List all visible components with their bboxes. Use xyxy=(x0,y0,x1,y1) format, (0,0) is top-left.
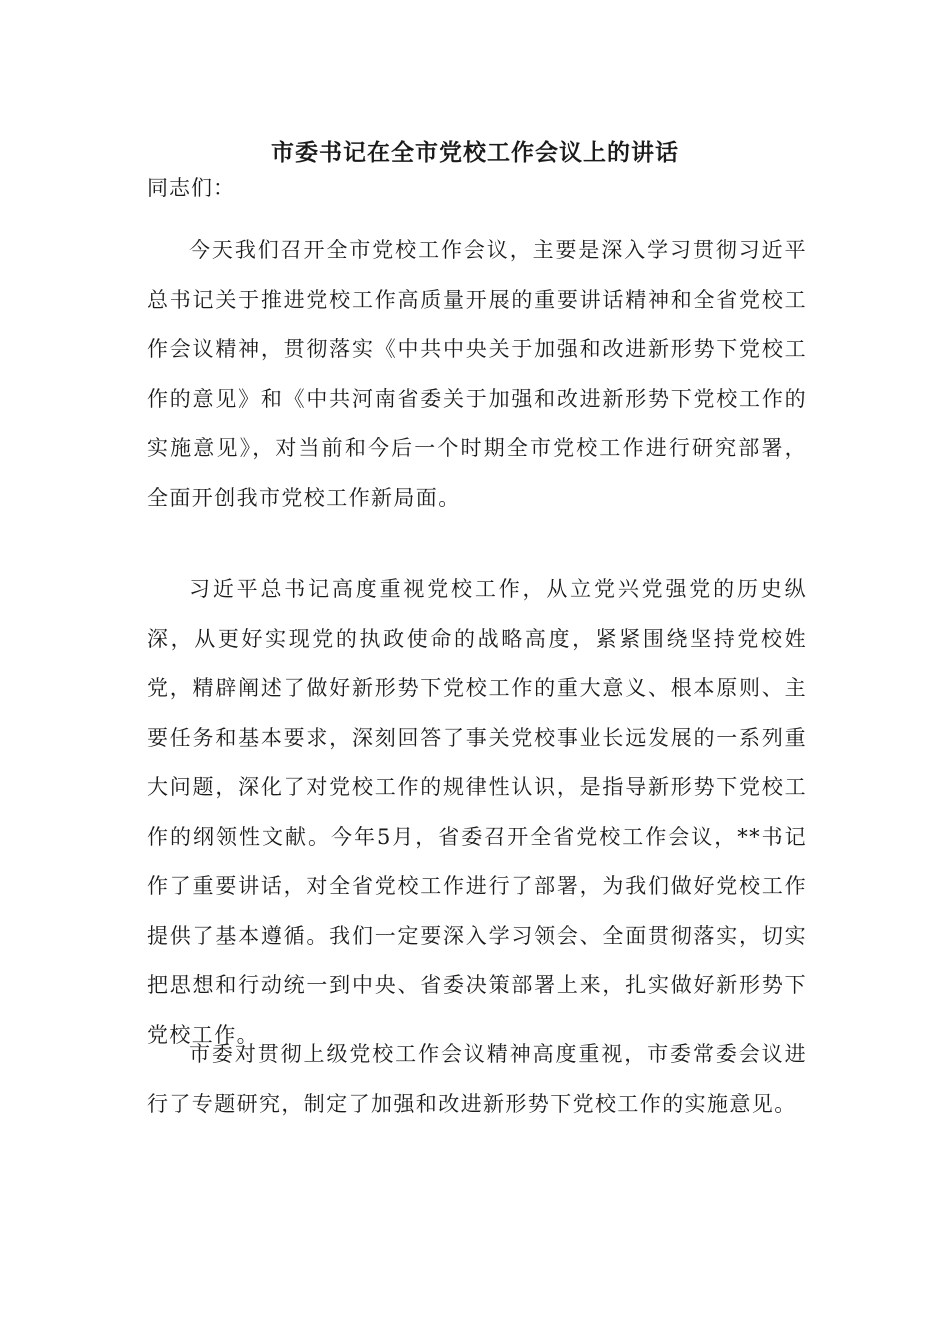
paragraph-2: 习近平总书记高度重视党校工作，从立党兴党强党的历史纵深，从更好实现党的执政使命的战略高度，紧紧围绕坚持党校姓党，精辟阐述了做好新形势下党校工作的重大意义、根本原则、主要任务和基本要求，深刻回答了事关党校事业长远发展的一系列重大问题，深化了对党校工作的规律性认识，是指导新形势下党校工作的纲领性文献。今年5月，省委召开全省党校工作会议，**书记作了重要讲话，对全省党校工作进行了部署，为我们做好党校工作提供了基本遵循。我们一定要深入学习领会、全面贯彻落实，切实把思想和行动统一到中央、省委决策部署上来，扎实做好新形势下党校工作。 xyxy=(147,577,807,1047)
document-title: 市委书记在全市党校工作会议上的讲话 xyxy=(271,140,679,166)
paragraph-1: 今天我们召开全市党校工作会议，主要是深入学习贯彻习近平总书记关于推进党校工作高质量开展的重要讲话精神和全省党校工作会议精神，贯彻落实《中共中央关于加强和改进新形势下党校工作的意见》和《中共河南省委关于加强和改进新形势下党校工作的实施意见》，对当前和今后一个时期全市党校工作进行研究部署，全面开创我市党校工作新局面。 xyxy=(147,238,807,510)
salutation: 同志们： xyxy=(147,176,235,200)
paragraph-3: 市委对贯彻上级党校工作会议精神高度重视，市委常委会议进行了专题研究，制定了加强和改进新形势下党校工作的实施意见。 xyxy=(147,1042,807,1116)
